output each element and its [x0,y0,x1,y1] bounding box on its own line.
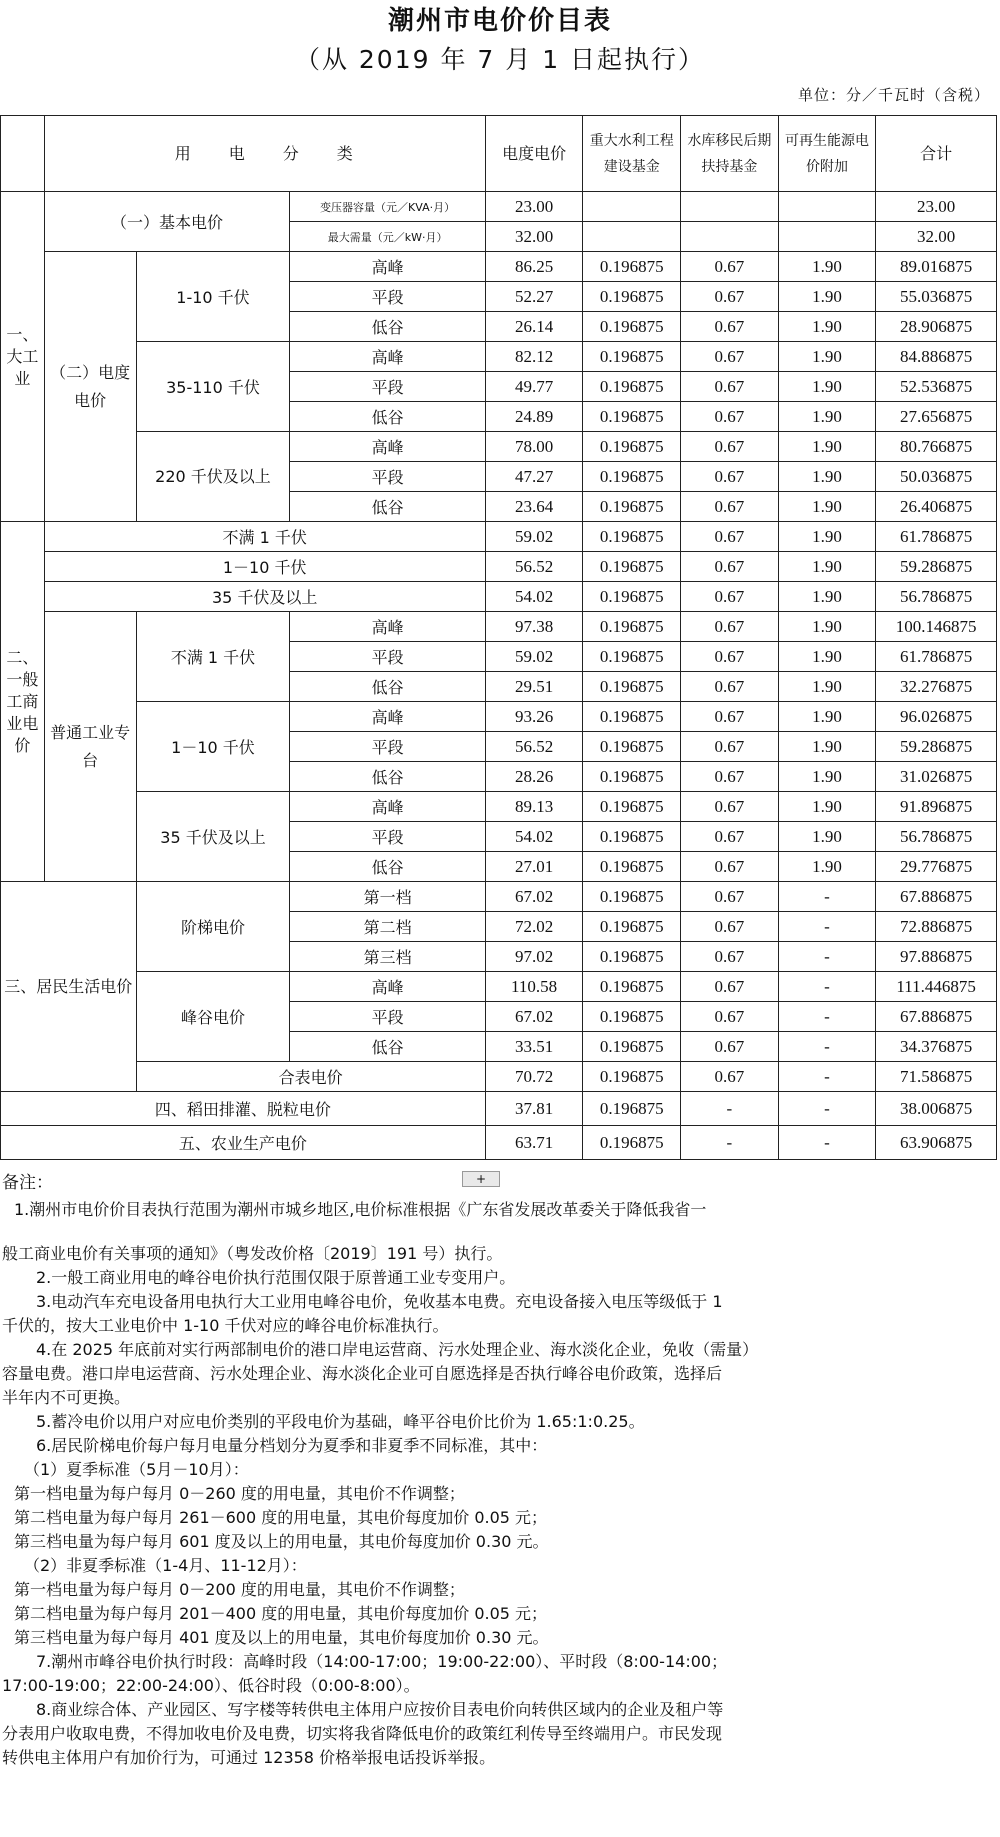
cell: 0.196875 [583,1092,681,1126]
cell: 23.00 [485,192,583,222]
voltage-label: 35-110 千伏 [136,342,290,432]
cell: 61.786875 [876,642,997,672]
cell: 1.90 [778,372,876,402]
note-line: 8.商业综合体、产业园区、写字楼等转供电主体用户应按价目表电价向转供区域内的企业及租户等 [36,1700,724,1719]
cell: 1.90 [778,792,876,822]
period-label: 平段 [290,1002,485,1032]
voltage-label: 1－10 千伏 [136,702,290,792]
cell: 0.196875 [583,792,681,822]
cell: 0.196875 [583,492,681,522]
cell: - [778,1092,876,1126]
cell: 50.036875 [876,462,997,492]
period-label: 高峰 [290,612,485,642]
cell: - [778,972,876,1002]
note-line: 17:00-19:00；22:00-24:00）、低谷时段（0:00-8:00）。 [2,1676,420,1695]
cell: 0.67 [681,942,779,972]
note-line: 般工商业电价有关事项的通知》（粤发改价格〔2019〕191 号）执行。 [2,1244,503,1263]
cell: 59.286875 [876,552,997,582]
cell: 28.26 [485,762,583,792]
table-row [1,522,997,552]
cell: 0.196875 [583,1126,681,1160]
cell: 56.786875 [876,822,997,852]
period-label: 高峰 [290,432,485,462]
cell: 1.90 [778,762,876,792]
cell: 0.196875 [583,612,681,642]
cell: 70.72 [485,1062,583,1092]
cell: 96.026875 [876,702,997,732]
period-label: 高峰 [290,702,485,732]
cell: 33.51 [485,1032,583,1062]
cell: 0.67 [681,912,779,942]
period-label: 高峰 [290,792,485,822]
row-label: 变压器容量（元／KVA·月） [290,192,485,222]
cell: 97.02 [485,942,583,972]
cell: 29.776875 [876,852,997,882]
cell [583,192,681,222]
cell: 0.67 [681,792,779,822]
cell: 27.01 [485,852,583,882]
note-line: 第一档电量为每户每月 0－260 度的用电量，其电价不作调整； [14,1484,465,1503]
table-row [1,552,997,582]
cell: 111.446875 [876,972,997,1002]
page-subtitle: （从 2019 年 7 月 1 日起执行） [294,45,706,74]
cell: 0.67 [681,282,779,312]
note-line: 2.一般工商业用电的峰谷电价执行范围仅限于原普通工业专变用户。 [36,1268,516,1287]
cell: 110.58 [485,972,583,1002]
voltage-label: 1-10 千伏 [136,252,290,342]
cell: - [778,912,876,942]
cell: 56.786875 [876,582,997,612]
table-row [1,432,997,462]
cell: 0.67 [681,252,779,282]
cell: 1.90 [778,402,876,432]
cell: 0.196875 [583,762,681,792]
cell: 1.90 [778,252,876,282]
cell: 0.67 [681,972,779,1002]
cell: 1.90 [778,852,876,882]
cell: 78.00 [485,432,583,462]
cell: 52.536875 [876,372,997,402]
period-label: 平段 [290,642,485,672]
cell: 1.90 [778,642,876,672]
note-line: 半年内不可更换。 [2,1388,131,1407]
note-line: 第二档电量为每户每月 201－400 度的用电量，其电价每度加价 0.05 元； [14,1604,548,1623]
note-line: 5.蓄冷电价以用户对应电价类别的平段电价为基础，峰平谷电价比价为 1.65:1:0.25。 [36,1412,645,1431]
cell: 1.90 [778,432,876,462]
cell: 82.12 [485,342,583,372]
cell: 0.196875 [583,372,681,402]
voltage-label: 不满 1 千伏 [136,612,290,702]
cell: 32.00 [876,222,997,252]
header-row [1,116,997,192]
cell: 0.67 [681,1062,779,1092]
cell: 0.196875 [583,942,681,972]
cell: 1.90 [778,732,876,762]
notes-block [2,1198,984,1770]
unit-note: 单位：分／千瓦时（含税） [797,86,990,104]
cell: 59.286875 [876,732,997,762]
period-label: 低谷 [290,852,485,882]
tier-label: 第三档 [290,942,485,972]
cell: 0.196875 [583,882,681,912]
category-large-industry: 一、大工业 [1,192,45,522]
row-label: 不满 1 千伏 [44,522,485,552]
cell: 93.26 [485,702,583,732]
cell: 63.71 [485,1126,583,1160]
peak-valley-label: 峰谷电价 [136,972,290,1062]
header-total: 合计 [876,116,997,192]
cell: 59.02 [485,522,583,552]
cell: 72.02 [485,912,583,942]
voltage-label: 35 千伏及以上 [136,792,290,882]
cell: - [778,882,876,912]
cell: 0.196875 [583,402,681,432]
cell: 0.67 [681,522,779,552]
period-label: 低谷 [290,492,485,522]
cell: 0.196875 [583,432,681,462]
cell: 0.196875 [583,582,681,612]
table-row [1,252,997,282]
note-line: 分表用户收取电费，不得加收电价及电费，切实将我省降低电价的政策红利传导至终端用户。市民发现 [2,1724,723,1743]
note-line: 7.潮州市峰谷电价执行时段：高峰时段（14:00-17:00；19:00-22:00）、平时段（8:00-14:00； [36,1652,728,1671]
voltage-label: 220 千伏及以上 [136,432,290,522]
cell: 0.196875 [583,1032,681,1062]
table-row [1,192,997,222]
cell: 27.656875 [876,402,997,432]
cell: 0.67 [681,462,779,492]
cell: 0.67 [681,882,779,912]
cell: 52.27 [485,282,583,312]
category-general-commercial: 二、一般工商业电价 [1,522,45,882]
cell: 67.02 [485,1002,583,1032]
header-fund2: 水库移民后期扶持基金 [681,116,779,192]
cell: 80.766875 [876,432,997,462]
period-label: 平段 [290,282,485,312]
cell: 72.886875 [876,912,997,942]
cell: 1.90 [778,612,876,642]
note-line: 第一档电量为每户每月 0－200 度的用电量，其电价不作调整； [14,1580,465,1599]
cell: 0.67 [681,342,779,372]
header-price: 电度电价 [485,116,583,192]
cell: 26.406875 [876,492,997,522]
cell: 89.13 [485,792,583,822]
cell: 1.90 [778,552,876,582]
period-label: 低谷 [290,312,485,342]
cell: 0.67 [681,372,779,402]
note-line: 6.居民阶梯电价每户每月电量分档划分为夏季和非夏季不同标准，其中： [36,1436,548,1455]
cell: 1.90 [778,582,876,612]
cell: 0.196875 [583,252,681,282]
cell: 1.90 [778,312,876,342]
cell: 0.67 [681,312,779,342]
cell [583,222,681,252]
period-label: 低谷 [290,402,485,432]
cell: 55.036875 [876,282,997,312]
cell: 49.77 [485,372,583,402]
note-line: 第二档电量为每户每月 261－600 度的用电量，其电价每度加价 0.05 元； [14,1508,548,1527]
table-row [1,972,997,1002]
cell: 0.67 [681,732,779,762]
cell: 0.196875 [583,672,681,702]
cell: 1.90 [778,462,876,492]
period-label: 平段 [290,732,485,762]
cell: 0.67 [681,672,779,702]
note-line: 千伏的，按大工业电价中 1-10 千伏对应的峰谷电价标准执行。 [2,1316,449,1335]
note-line: 容量电费。港口岸电运营商、污水处理企业、海水淡化企业可自愿选择是否执行峰谷电价政策，选择后 [2,1364,723,1383]
row-label: 五、农业生产电价 [1,1126,486,1160]
cell: 67.02 [485,882,583,912]
cell: 0.196875 [583,552,681,582]
cell: 1.90 [778,342,876,372]
cell: 0.67 [681,402,779,432]
period-label: 低谷 [290,762,485,792]
cell [681,222,779,252]
cell: - [778,1126,876,1160]
cell: 0.196875 [583,732,681,762]
notes-heading: 备注： [2,1173,53,1193]
note-line: 1.潮州市电价价目表执行范围为潮州市城乡地区,电价标准根据《广东省发展改革委关于降低我省一 [14,1200,707,1219]
cell: 97.886875 [876,942,997,972]
period-label: 平段 [290,372,485,402]
cell: 63.906875 [876,1126,997,1160]
header-fund1: 重大水利工程建设基金 [583,116,681,192]
cell: 0.196875 [583,822,681,852]
cell: 23.00 [876,192,997,222]
expand-handle[interactable]: + [462,1171,500,1187]
cell: 29.51 [485,672,583,702]
cell: 0.196875 [583,852,681,882]
category-residential: 三、居民生活电价 [1,882,137,1092]
row-label: 35 千伏及以上 [44,582,485,612]
cell: - [681,1126,779,1160]
cell: 54.02 [485,582,583,612]
period-label: 低谷 [290,672,485,702]
period-label: 平段 [290,822,485,852]
header-category: 用 电 分 类 [44,116,485,192]
cell: 0.196875 [583,1002,681,1032]
cell: 0.67 [681,762,779,792]
cell [778,192,876,222]
basic-price-label: （一）基本电价 [44,192,290,252]
cell: 0.196875 [583,642,681,672]
cell: 0.67 [681,642,779,672]
period-label: 高峰 [290,342,485,372]
table-row [1,1126,997,1160]
cell: 61.786875 [876,522,997,552]
cell: 0.196875 [583,912,681,942]
cell: 0.67 [681,702,779,732]
cell: 0.67 [681,612,779,642]
cell: 0.196875 [583,522,681,552]
cell: 59.02 [485,642,583,672]
note-line: 3.电动汽车充电设备用电执行大工业用电峰谷电价，免收基本电费。充电设备接入电压等级低于 1 [36,1292,723,1311]
cell: 71.586875 [876,1062,997,1092]
cell: 54.02 [485,822,583,852]
period-label: 平段 [290,462,485,492]
cell: 1.90 [778,672,876,702]
cell: 38.006875 [876,1092,997,1126]
period-label: 高峰 [290,972,485,1002]
cell: 1.90 [778,282,876,312]
cell: 67.886875 [876,1002,997,1032]
cell: 32.00 [485,222,583,252]
row-label: 最大需量（元／kW·月） [290,222,485,252]
note-line: 4.在 2025 年底前对实行两部制电价的港口岸电运营商、污水处理企业、海水淡化企业，免收（需量） [36,1340,759,1359]
cell: - [681,1092,779,1126]
cell: 1.90 [778,492,876,522]
cell: 0.67 [681,582,779,612]
cell: 0.196875 [583,972,681,1002]
cell: 31.026875 [876,762,997,792]
table-row [1,882,997,912]
period-label: 低谷 [290,1032,485,1062]
ordinary-industry-label: 普通工业专台 [44,612,136,882]
table-row [1,792,997,822]
header-fund3: 可再生能源电价附加 [778,116,876,192]
page-title: 潮州市电价价目表 [387,6,612,36]
tier-label: 第一档 [290,882,485,912]
cell: 0.67 [681,852,779,882]
cell: 0.67 [681,1032,779,1062]
cell: 0.196875 [583,342,681,372]
cell: 37.81 [485,1092,583,1126]
energy-price-label: （二）电度电价 [44,252,136,522]
table-row [1,612,997,642]
cell: 1.90 [778,822,876,852]
cell: 84.886875 [876,342,997,372]
cell: 0.67 [681,552,779,582]
cell: 0.67 [681,492,779,522]
cell: 1.90 [778,522,876,552]
cell: 86.25 [485,252,583,282]
cell: - [778,1002,876,1032]
table-row [1,342,997,372]
cell: 56.52 [485,552,583,582]
cell: 0.67 [681,432,779,462]
ladder-label: 阶梯电价 [136,882,290,972]
row-label: 四、稻田排灌、脱粒电价 [1,1092,486,1126]
cell: 0.67 [681,1002,779,1032]
cell: 100.146875 [876,612,997,642]
period-label: 高峰 [290,252,485,282]
cell: 0.196875 [583,702,681,732]
cell: 0.196875 [583,462,681,492]
note-line: （1）夏季标准（5月－10月）： [24,1460,249,1479]
cell: 97.38 [485,612,583,642]
note-line: （2）非夏季标准（1-4月、11-12月）： [24,1556,307,1575]
price-table [0,115,997,1160]
cell: 34.376875 [876,1032,997,1062]
cell: - [778,1032,876,1062]
note-line: 第三档电量为每户每月 401 度及以上的用电量，其电价每度加价 0.30 元。 [14,1628,549,1647]
note-line: 第三档电量为每户每月 601 度及以上的用电量，其电价每度加价 0.30 元。 [14,1532,549,1551]
cell: 89.016875 [876,252,997,282]
cell: 26.14 [485,312,583,342]
cell: 0.196875 [583,1062,681,1092]
row-label: 合表电价 [136,1062,485,1092]
cell: 47.27 [485,462,583,492]
tier-label: 第二档 [290,912,485,942]
cell: 67.886875 [876,882,997,912]
cell: 91.896875 [876,792,997,822]
table-row [1,1092,997,1126]
cell: 28.906875 [876,312,997,342]
table-row [1,1062,997,1092]
cell: - [778,942,876,972]
cell: 0.196875 [583,282,681,312]
note-line: 转供电主体用户有加价行为，可通过 12358 价格举报电话投诉举报。 [2,1748,496,1767]
row-label: 1－10 千伏 [44,552,485,582]
cell: 23.64 [485,492,583,522]
table-row [1,582,997,612]
cell: - [778,1062,876,1092]
cell [778,222,876,252]
table-row [1,702,997,732]
cell [681,192,779,222]
cell: 24.89 [485,402,583,432]
cell: 0.196875 [583,312,681,342]
cell: 1.90 [778,702,876,732]
cell: 32.276875 [876,672,997,702]
cell: 0.67 [681,822,779,852]
cell: 56.52 [485,732,583,762]
